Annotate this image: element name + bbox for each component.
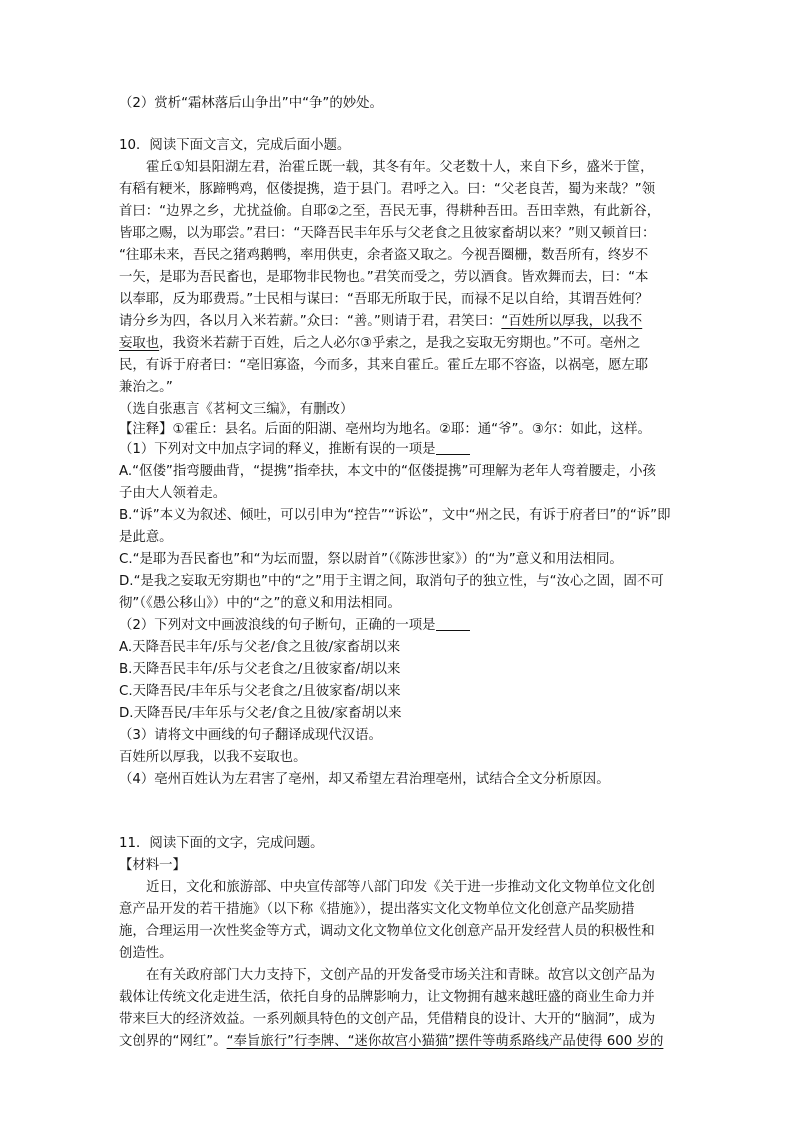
q10-underlined-sentence-part: 妄取也 bbox=[119, 336, 160, 351]
q10-option-line: 是此意。 bbox=[119, 530, 173, 545]
q11-material-label: 【材料一】 bbox=[119, 858, 186, 873]
q11-paragraph-line: 施，合理运用一次性奖金等方式，调动文化文物单位文化创意产品开发经营人员的积极性和 bbox=[119, 924, 655, 939]
q10-passage-text: 请分乡为四，各以月入米若薪。”众曰：“善。”则请于君，君笑曰： bbox=[119, 314, 502, 329]
q10-subquestion-1 bbox=[119, 440, 470, 460]
q10-subquestion-4: （4）亳州百姓认为左君害了亳州，却又希望左君治理亳州，试结合全文分析原因。 bbox=[119, 772, 610, 787]
q11-underlined-sentence: “奉旨旅行”行李牌、“迷你故宫小猫猫”摆件等萌系路线产品使得 600 岁的 bbox=[226, 1034, 664, 1049]
answer-blank bbox=[436, 616, 470, 631]
q11-paragraph-text: 文创界的“网红”。 bbox=[119, 1034, 227, 1049]
q10-note: 【注释】①霍丘：县名。后面的阳湖、亳州均为地名。②耶：通“爷”。③尔：如此，这样。 bbox=[119, 422, 651, 437]
q10-passage-line: 兼治之。” bbox=[119, 380, 173, 395]
q10-passage-line: 首曰：“边界之乡，尤扰益偷。自耶②之至，吾民无事，得耕种吾田。吾田幸熟，有此新谷， bbox=[119, 204, 661, 219]
q10-option-d: D.天降吾民/丰年乐与父老/食之且彼/家畜胡以来 bbox=[119, 706, 402, 721]
q11-paragraph-line: 在有关政府部门大力支持下，文创产品的开发备受市场关注和青睐。故宫以文创产品为 bbox=[146, 968, 655, 983]
q10-passage-line: “往耶未来，吾民之猪鸡鹅鸭，率用供吏，余者盗又取之。今视吾圈栅，数吾所有，终岁不 bbox=[119, 248, 649, 263]
q10-subquestion-2-text: （2）下列对文中画波浪线的句子断句，正确的一项是 bbox=[119, 618, 436, 633]
q10-subquestion-3-sentence: 百姓所以厚我，以我不妄取也。 bbox=[119, 750, 307, 765]
q10-passage-line: 霍丘①知县阳湖左君，治霍丘既一载，其冬有年。父老数十人，来自下乡，盛米于筐， bbox=[146, 160, 654, 175]
q10-underlined-sentence-part: “百姓所以厚我，以我不 bbox=[501, 314, 643, 329]
q11-paragraph-line: 载体让传统文化走进生活，依托自身的品牌影响力，让文物拥有越来越旺盛的商业生命力并 bbox=[119, 990, 655, 1005]
q10-passage-line: 以奉耶，反为耶费焉。”士民相与谋曰：“吾耶无所取于民，而禄不足以自给，其谓吾姓何？ bbox=[119, 292, 649, 307]
q9-subquestion-2: （2）赏析“霜林落后山争出”中“争”的妙处。 bbox=[119, 96, 383, 111]
q10-option-line: 子由大人领着走。 bbox=[119, 486, 227, 501]
q10-subquestion-3: （3）请将文中画线的句子翻译成现代汉语。 bbox=[119, 728, 382, 743]
q11-paragraph-line bbox=[119, 1032, 663, 1052]
q10-option-line: A.“伛偻”指弯腰曲背，“提携”指牵扶，本文中的“伛偻提携”可理解为老年人弯着腰走，小孩 bbox=[119, 464, 656, 479]
q10-passage-line bbox=[119, 312, 642, 332]
q10-option-b: B.天降吾民丰年/乐与父老食之/且彼家畜/胡以来 bbox=[119, 662, 401, 677]
q10-title: 10．阅读下面文言文，完成后面小题。 bbox=[119, 138, 351, 153]
q10-option-line: B.“诉”本义为叙述、倾吐，可以引申为“控告”“诉讼”，文中“州之民，有诉于府者曰”的“诉”即 bbox=[119, 508, 671, 523]
q10-subquestion-1-text: （1）下列对文中加点字词的释义，推断有误的一项是 bbox=[119, 442, 436, 457]
q11-paragraph-line: 创造性。 bbox=[119, 946, 173, 961]
q11-title: 11．阅读下面的文字，完成问题。 bbox=[119, 836, 324, 851]
q11-paragraph-line: 近日，文化和旅游部、中央宣传部等八部门印发《关于进一步推动文化文物单位文化创 bbox=[146, 880, 655, 895]
q10-passage-line: 一矢，是耶为吾民畜也，是耶物非民物也。”君笑而受之，劳以酒食。皆欢舞而去，曰：“本 bbox=[119, 270, 649, 285]
answer-blank bbox=[436, 440, 470, 455]
q10-subquestion-2 bbox=[119, 616, 470, 636]
q10-option-a: A.天降吾民丰年/乐与父老/食之且彼/家畜胡以来 bbox=[119, 640, 401, 655]
q10-source: （选自张惠言《茗柯文三编》，有删改） bbox=[119, 402, 354, 417]
q10-passage-line: 有稻有粳米，豚蹄鸭鸡，伛偻提携，造于县门。君呼之入。曰：“父老良苦，蜀为来哉？”领 bbox=[119, 182, 656, 197]
q10-passage-line: 民，有诉于府者曰：“亳旧寡盗，今而多，其来自霍丘。霍丘左耶不容盗，以祸亳，愿左耶 bbox=[119, 358, 649, 373]
q10-option-line: 彻”（《愚公移山》）中的“之”的意义和用法相同。 bbox=[119, 596, 401, 611]
q10-passage-text: ，我资米若薪于百姓，后之人必尔③乎索之，是我之妄取无穷期也。”不可。亳州之 bbox=[159, 336, 641, 351]
q11-paragraph-line: 带来巨大的经济效益。一系列颇具特色的文创产品，凭借精良的设计、大开的“脑洞”，成为 bbox=[119, 1012, 656, 1027]
q10-option-c: C.天降吾民/丰年乐与父老食之/且彼家畜/胡以来 bbox=[119, 684, 401, 699]
q10-passage-line bbox=[119, 334, 640, 354]
q11-paragraph-line: 意产品开发的若干措施》（以下称《措施》），提出落实文化文物单位文化创意产品奖励措 bbox=[119, 902, 635, 917]
q10-passage-line: 皆耶之赐，以为耶尝。”君曰：“天降吾民丰年乐与父老食之且彼家畜胡以来？”则又顿首曰： bbox=[119, 226, 656, 241]
q10-option-line: D.“是我之妄取无穷期也”中的“之”用于主谓之间，取消句子的独立性，与“汝心之固，固不可 bbox=[119, 574, 664, 589]
q10-option-line: C.“是耶为吾民畜也”和“为坛而盟，祭以尉首”（《陈涉世家》）的“为”意义和用法相同。 bbox=[119, 552, 623, 567]
